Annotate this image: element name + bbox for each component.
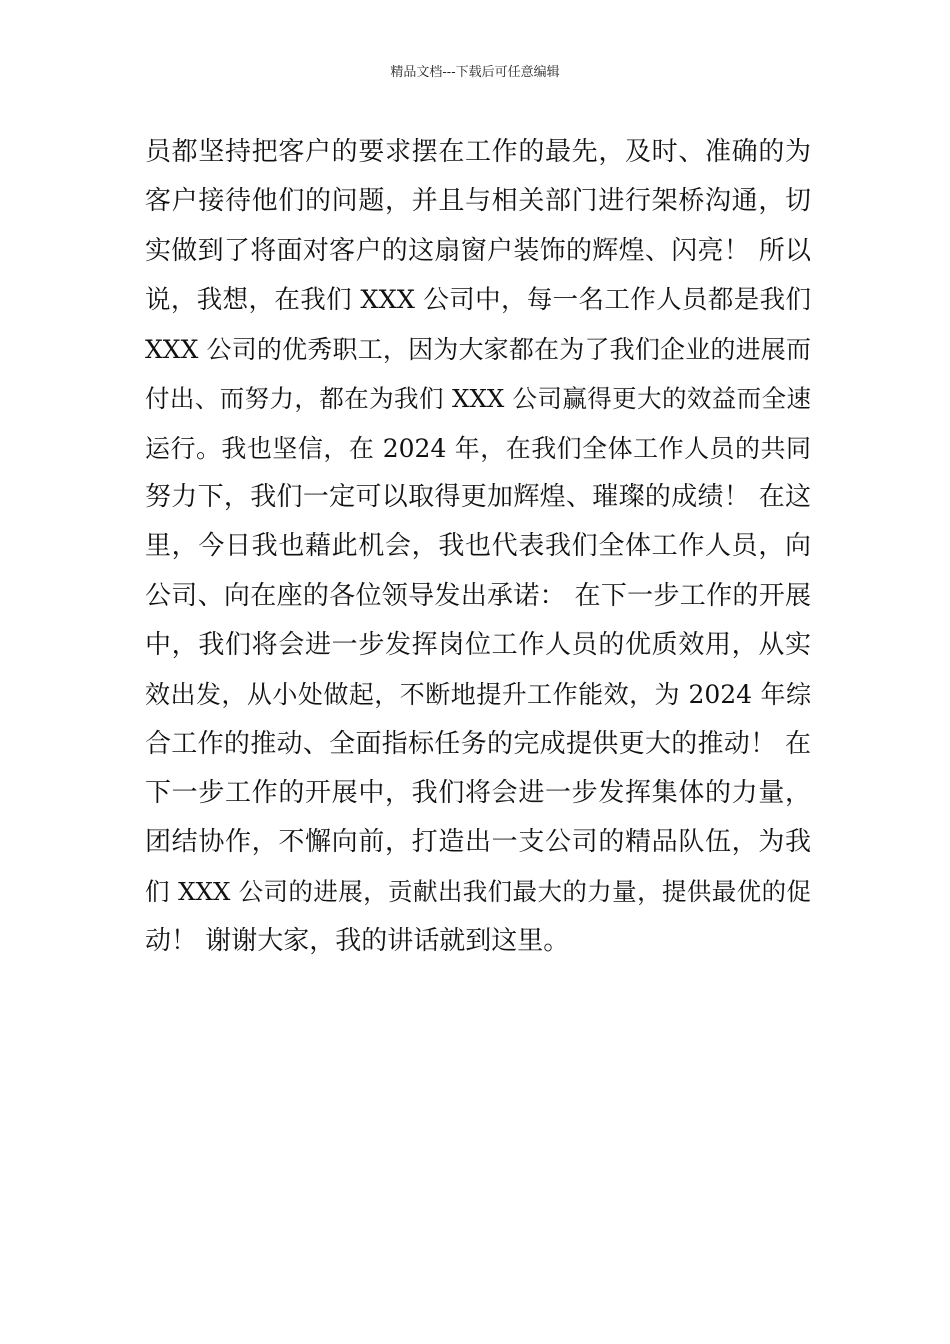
- text-line-14: 下一步工作的开展中，我们将会进一步发挥集体的力量，: [145, 777, 811, 808]
- text-line-6: 付出、而努力，都在为我们 XXX 公司赢得更大的效益而全速: [145, 384, 811, 414]
- text-line-11: 中，我们将会进一步发挥岗位工作人员的优质效用，从实: [145, 629, 811, 660]
- text-line-10: 公司、向在座的各位领导发出承诺： 在下一步工作的开展: [145, 580, 811, 611]
- text-line-17: 动！ 谢谢大家，我的讲话就到这里。: [145, 925, 570, 956]
- text-line-5: XXX 公司的优秀职工，因为大家都在为了我们企业的进展而: [145, 335, 811, 365]
- text-line-7: 运行。我也坚信，在 2024 年，在我们全体工作人员的共同: [145, 433, 811, 463]
- body-text: [145, 128, 811, 966]
- text-line-13: 合工作的推动、全面指标任务的完成提供更大的推动！ 在: [145, 728, 811, 759]
- text-line-12: 效出发，从小处做起，不断地提升工作能效，为 2024 年综: [145, 680, 811, 710]
- text-line-15: 团结协作，不懈向前，打造出一支公司的精品队伍，为我: [145, 827, 811, 858]
- text-line-1: 员都坚持把客户的要求摆在工作的最先，及时、准确的为: [145, 137, 811, 167]
- text-line-3: 实做到了将面对客户的这扇窗户装饰的辉煌、闪亮！ 所以: [145, 235, 811, 266]
- page-header: 精品文档---下载后可任意编辑: [390, 65, 560, 80]
- text-line-4: 说，我想，在我们 XXX 公司中，每一名工作人员都是我们: [145, 284, 811, 315]
- text-line-16: 们 XXX 公司的进展，贡献出我们最大的力量，提供最优的促: [145, 877, 811, 907]
- text-line-2: 客户接待他们的问题，并且与相关部门进行架桥沟通，切: [145, 186, 811, 217]
- text-line-9: 里，今日我也藉此机会，我也代表我们全体工作人员，向: [145, 531, 811, 562]
- text-line-8: 努力下，我们一定可以取得更加辉煌、璀璨的成绩！ 在这: [145, 482, 811, 513]
